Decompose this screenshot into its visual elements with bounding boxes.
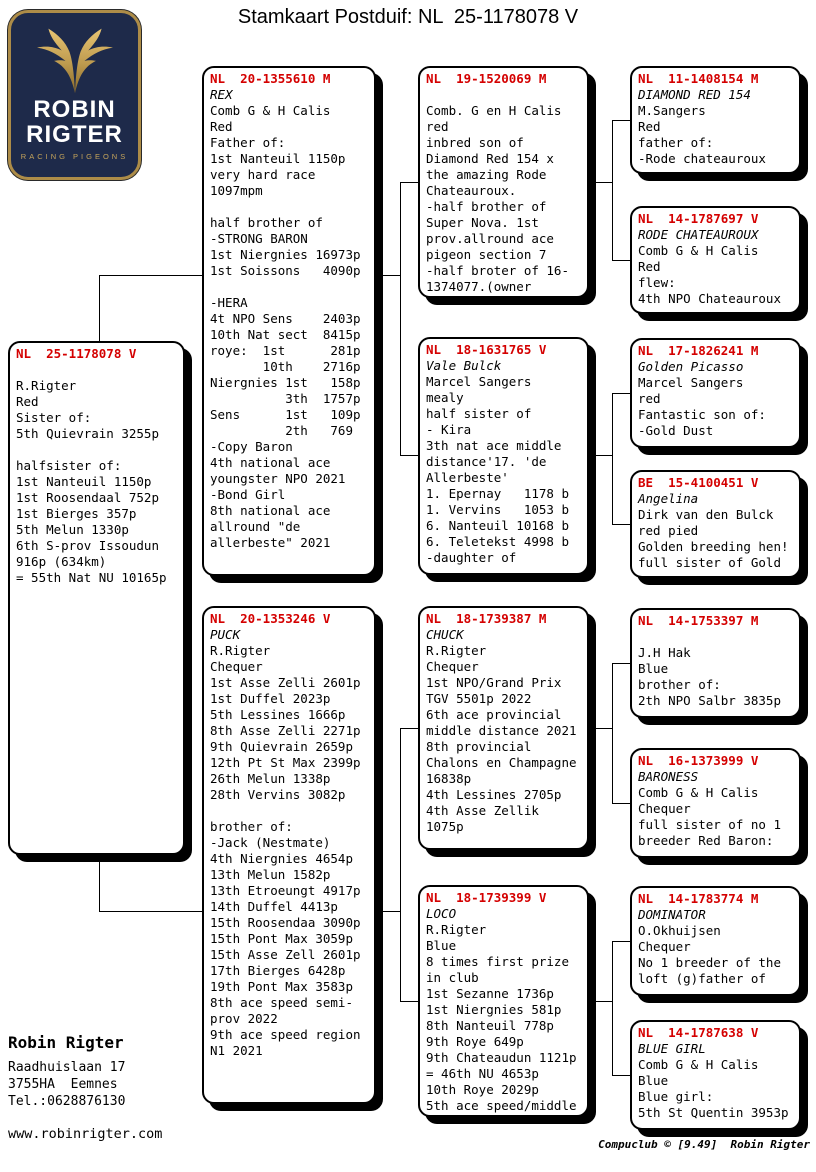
pedigree-text-line: 1st Nanteuil 1150p — [210, 151, 346, 166]
pedigree-text-line: -daughter of — [426, 550, 517, 565]
pedigree-text-line: Sens 1st 109p — [210, 407, 361, 422]
pedigree-text-line: 4th NPO Chateauroux — [638, 291, 781, 306]
ring-number: NL 18-1739399 V — [426, 890, 547, 905]
pedigree-text-line: 8 times first prize — [426, 954, 569, 969]
pedigree-text-line: 1st Nanteuil 1150p — [16, 474, 152, 489]
pedigree-text-line: - Kira — [426, 422, 472, 437]
pedigree-text-line: 1097mpm — [210, 183, 263, 198]
pedigree-text-line: Marcel Sangers — [638, 375, 744, 390]
pedigree-text-line: 1374077.(owner — [426, 279, 532, 294]
pedigree-text-line: youngster NPO 2021 — [210, 471, 346, 486]
pedigree-text-line: -half broter of 16- — [426, 263, 569, 278]
pedigree-text-line: Comb. G en H Calis — [426, 103, 562, 118]
pedigree-text-line: full sister of Gold — [638, 555, 781, 570]
pedigree-text-line: 19th Pont Max 3583p — [210, 979, 353, 994]
pedigree-text-line: 1st Niergnies 16973p — [210, 247, 361, 262]
pedigree-text-line: Comb G & H Calis — [210, 103, 331, 118]
pedigree-box-grandparent-3 — [418, 606, 589, 850]
pedigree-text-line: Chequer — [426, 659, 479, 674]
pigeon-name — [16, 362, 177, 378]
pedigree-text-line — [210, 279, 368, 295]
connector-line — [612, 941, 630, 942]
pedigree-text-line: 4t NPO Sens 2403p — [210, 311, 361, 326]
pedigree-text-line: TGV 5501p 2022 — [426, 691, 532, 706]
pedigree-box-father — [202, 66, 376, 576]
pedigree-text-line: Blue — [638, 1073, 669, 1088]
pedigree-text-line: 5th ace speed/middle — [426, 1098, 577, 1113]
pedigree-text-line: 15th Asse Zell 2601p — [210, 947, 361, 962]
pigeon-details — [638, 923, 793, 987]
pigeon-name: CHUCK — [426, 627, 464, 642]
pedigree-text-line: R.Rigter — [16, 378, 77, 393]
pedigree-text-line: 5th Lessines 1666p — [210, 707, 346, 722]
pedigree-box-grandparent-2 — [418, 337, 589, 575]
connector-line — [99, 855, 100, 912]
pedigree-text-line: red — [638, 391, 661, 406]
pedigree-text-line — [210, 199, 368, 215]
pedigree-text-line: 1st Asse Zelli 2601p — [210, 675, 361, 690]
connector-line — [99, 275, 202, 276]
pedigree-text-line: brother of: — [638, 677, 721, 692]
pedigree-text-line: 16838p — [426, 771, 472, 786]
owner-phone: Tel.:0628876130 — [8, 1094, 126, 1109]
owner-address-line: 3755HA Eemnes — [8, 1077, 118, 1092]
pedigree-text-line: the amazing Rode — [426, 167, 547, 182]
pigeon-details — [638, 375, 793, 439]
pedigree-box-great-grandparent-5 — [630, 608, 801, 718]
pedigree-text-line: 4th Asse Zellik — [426, 803, 539, 818]
pedigree-box-great-grandparent-2 — [630, 206, 801, 314]
pedigree-text-line: = 55th Nat NU 10165p — [16, 570, 167, 585]
pedigree-box-great-grandparent-4 — [630, 470, 801, 578]
connector-line — [400, 728, 418, 729]
pedigree-text-line: prov 2022 — [210, 1011, 278, 1026]
pedigree-text-line: Comb G & H Calis — [638, 785, 759, 800]
pedigree-text-line: 12th Pt St Max 2399p — [210, 755, 361, 770]
pedigree-text-line: R.Rigter — [426, 643, 487, 658]
pedigree-text-line: Chequer — [210, 659, 263, 674]
pedigree-text-line: -Rode chateauroux — [638, 151, 766, 166]
pedigree-text-line: 1st Bierges 357p — [16, 506, 137, 521]
pedigree-text-line: 2th 769 — [210, 423, 353, 438]
pedigree-box-grandparent-1 — [418, 66, 589, 298]
pedigree-text-line: 15th Roosendaa 3090p — [210, 915, 361, 930]
pedigree-text-line: mealy — [426, 390, 464, 405]
pedigree-text-line: 8th ace speed semi- — [210, 995, 353, 1010]
ring-number: NL 17-1826241 M — [638, 343, 759, 358]
pigeon-name: DIAMOND RED 154 — [638, 87, 751, 102]
pigeon-name: LOCO — [426, 906, 457, 921]
connector-line — [612, 393, 613, 525]
connector-line — [400, 455, 418, 456]
connector-line — [612, 120, 613, 261]
pedigree-text-line: J.H Hak — [638, 645, 691, 660]
pigeon-details — [638, 1057, 793, 1121]
pedigree-text-line: Chateauroux. — [426, 183, 517, 198]
ring-number: NL 16-1373999 V — [638, 753, 759, 768]
connector-line — [99, 275, 100, 342]
connector-line — [612, 120, 630, 121]
pedigree-text-line: Red — [16, 394, 39, 409]
pedigree-text-line: 2th NPO Salbr 3835p — [638, 693, 781, 708]
pedigree-text-line: Marcel Sangers — [426, 374, 532, 389]
pigeon-name: Vale Bulck — [426, 358, 502, 373]
software-credit: Compuclub © [9.49] Robin Rigter — [598, 1138, 810, 1151]
pedigree-text-line: -half brother of — [426, 199, 547, 214]
ring-number: NL 11-1408154 M — [638, 71, 759, 86]
ring-number: NL 18-1631765 V — [426, 342, 547, 357]
connector-line — [612, 663, 613, 804]
pedigree-text-line: R.Rigter — [210, 643, 271, 658]
pedigree-text-line: Dirk van den Bulck — [638, 507, 774, 522]
pedigree-box-great-grandparent-1 — [630, 66, 801, 174]
pedigree-text-line: Sister of: — [16, 410, 92, 425]
pedigree-text-line: 6. Nanteuil 10168 b — [426, 518, 569, 533]
connector-line — [612, 803, 630, 804]
pigeon-name: BLUE GIRL — [638, 1041, 706, 1056]
pedigree-text-line: distance'17. 'de — [426, 454, 547, 469]
pedigree-text-line: 9th ace speed region — [210, 1027, 361, 1042]
pedigree-text-line: Golden breeding hen! — [638, 539, 789, 554]
pedigree-text-line: 1st Duffel 2023p — [210, 691, 331, 706]
pedigree-text-line: N1 2021 — [210, 1043, 263, 1058]
ring-number: NL 14-1787697 V — [638, 211, 759, 226]
pedigree-text-line: 5th St Quentin 3953p — [638, 1105, 789, 1120]
ring-number: NL 19-1520069 M — [426, 71, 547, 86]
connector-line — [376, 911, 400, 912]
pedigree-text-line: 10th Roye 2029p — [426, 1082, 539, 1097]
pedigree-text-line: Comb G & H Calis — [638, 243, 759, 258]
pedigree-text-line: 8th provincial — [426, 739, 532, 754]
pedigree-box-great-grandparent-8 — [630, 1020, 801, 1130]
pigeon-details — [638, 645, 793, 709]
pedigree-text-line: 17th Bierges 6428p — [210, 963, 346, 978]
pedigree-text-line: red — [426, 119, 449, 134]
ring-number: NL 14-1753397 M — [638, 613, 759, 628]
connector-line — [612, 393, 630, 394]
connector-line — [612, 524, 630, 525]
pedigree-text-line: 6. Teletekst 4998 b — [426, 534, 569, 549]
pedigree-text-line: 14th Duffel 4413p — [210, 899, 338, 914]
pigeon-details — [16, 378, 177, 586]
pedigree-text-line: 4th national ace — [210, 455, 331, 470]
pedigree-text-line: halfsister of: — [16, 458, 122, 473]
connector-line — [99, 911, 202, 912]
pedigree-text-line: 4th Lessines 2705p — [426, 787, 562, 802]
connector-line — [589, 182, 612, 183]
pedigree-text-line: Blue — [426, 938, 457, 953]
pedigree-text-line: Blue girl: — [638, 1089, 714, 1104]
pedigree-text-line: Niergnies 1st 158p — [210, 375, 361, 390]
connector-line — [589, 1001, 612, 1002]
pedigree-text-line: in club — [426, 970, 479, 985]
logo-name-line1: ROBIN — [33, 96, 116, 123]
pigeon-name: REX — [210, 87, 233, 102]
pedigree-text-line: 9th Quievrain 2659p — [210, 739, 353, 754]
pedigree-text-line: Blue — [638, 661, 669, 676]
pigeon-name: DOMINATOR — [638, 907, 706, 922]
pedigree-text-line: allround "de — [210, 519, 301, 534]
pedigree-text-line: R.Rigter — [426, 922, 487, 937]
pedigree-text-line: -Jack (Nestmate) — [210, 835, 331, 850]
logo-name-line2: RIGTER — [26, 121, 123, 148]
pigeon-details — [638, 507, 793, 571]
ring-number: BE 15-4100451 V — [638, 475, 759, 490]
ring-number: NL 20-1355610 M — [210, 71, 331, 86]
pedigree-text-line: 8th Asse Zelli 2271p — [210, 723, 361, 738]
connector-line — [612, 260, 630, 261]
pedigree-text-line: flew: — [638, 275, 676, 290]
connector-line — [400, 182, 401, 456]
pedigree-text-line: inbred son of — [426, 135, 524, 150]
pedigree-text-line — [210, 803, 368, 819]
pedigree-box-great-grandparent-6 — [630, 748, 801, 858]
pedigree-text-line: -Gold Dust — [638, 423, 714, 438]
pedigree-text-line: 13th Melun 1582p — [210, 867, 331, 882]
pedigree-text-line: red pied — [638, 523, 699, 538]
pigeon-details — [426, 374, 581, 566]
pedigree-box-mother — [202, 606, 376, 1104]
pedigree-text-line: breeder Red Baron: — [638, 833, 774, 848]
pedigree-box-subject — [8, 341, 185, 855]
pedigree-text-line: 10th Nat sect 8415p — [210, 327, 361, 342]
pedigree-text-line: roye: 1st 281p — [210, 343, 361, 358]
pedigree-text-line: 6th ace provincial — [426, 707, 562, 722]
pedigree-text-line: Red — [638, 119, 661, 134]
page-title: Stamkaart Postduif: NL 25-1178078 V — [237, 6, 579, 28]
pedigree-text-line: 28th Vervins 3082p — [210, 787, 346, 802]
pedigree-text-line: brother of: — [210, 819, 293, 834]
connector-line — [400, 728, 401, 1002]
owner-address-line: Raadhuislaan 17 — [8, 1060, 126, 1075]
pedigree-text-line: 8th national ace — [210, 503, 331, 518]
pedigree-text-line: -STRONG BARON — [210, 231, 308, 246]
ring-number: NL 20-1353246 V — [210, 611, 331, 626]
pedigree-box-great-grandparent-3 — [630, 338, 801, 448]
pedigree-text-line: 9th Chateaudun 1121p — [426, 1050, 577, 1065]
owner-website: www.robinrigter.com — [8, 1126, 163, 1142]
pedigree-text-line: father of: — [638, 135, 714, 150]
pigeon-name: RODE CHATEAUROUX — [638, 227, 759, 242]
pedigree-text-line: Chalons en Champagne — [426, 755, 577, 770]
pedigree-text-line: 13th Etroeungt 4917p — [210, 883, 361, 898]
pigeon-name — [638, 629, 793, 645]
pedigree-text-line: -HERA — [210, 295, 248, 310]
pedigree-text-line: 6th S-prov Issoudun — [16, 538, 159, 553]
connector-line — [400, 1001, 418, 1002]
pigeon-details — [210, 103, 368, 551]
pedigree-text-line: 1. Vervins 1053 b — [426, 502, 569, 517]
connector-line — [376, 275, 400, 276]
pigeon-name — [426, 87, 581, 103]
ring-number: NL 18-1739387 M — [426, 611, 547, 626]
pedigree-text-line: Fantastic son of: — [638, 407, 766, 422]
connector-line — [612, 1075, 630, 1076]
pedigree-text-line: Diamond Red 154 x — [426, 151, 554, 166]
pigeon-details — [638, 785, 793, 849]
pedigree-text-line: 8th Nanteuil 778p — [426, 1018, 554, 1033]
pedigree-text-line: 10th 2716p — [210, 359, 361, 374]
logo-subtitle: RACING PIGEONS — [20, 152, 129, 161]
pedigree-text-line: 1st Niergnies 581p — [426, 1002, 562, 1017]
pedigree-text-line: Red — [210, 119, 233, 134]
pigeon-details — [210, 643, 368, 1059]
pedigree-text-line: half brother of — [210, 215, 323, 230]
pigeon-details — [638, 243, 793, 307]
pedigree-text-line: pigeon section 7 — [426, 247, 547, 262]
pedigree-text-line: 3th nat ace middle — [426, 438, 562, 453]
pedigree-text-line: Father of: — [210, 135, 286, 150]
connector-line — [612, 941, 613, 1076]
pedigree-text-line: Super Nova. 1st — [426, 215, 539, 230]
pedigree-text-line: = 46th NU 4653p — [426, 1066, 539, 1081]
pigeon-details — [426, 103, 581, 295]
pedigree-text-line: Chequer — [638, 801, 691, 816]
pedigree-text-line: Allerbeste' — [426, 470, 509, 485]
pedigree-text-line: 1st Soissons 4090p — [210, 263, 361, 278]
ring-number: NL 14-1783774 M — [638, 891, 759, 906]
ring-number: NL 14-1787638 V — [638, 1025, 759, 1040]
pedigree-text-line: full sister of no 1 — [638, 817, 781, 832]
pedigree-text-line: Chequer — [638, 939, 691, 954]
pigeon-name: Angelina — [638, 491, 699, 506]
pedigree-box-great-grandparent-7 — [630, 886, 801, 996]
pedigree-text-line: prov.allround ace — [426, 231, 554, 246]
pedigree-text-line: No 1 breeder of the — [638, 955, 781, 970]
pedigree-text-line: Red — [638, 259, 661, 274]
pedigree-text-line: Comb G & H Calis — [638, 1057, 759, 1072]
wings-icon — [23, 21, 127, 97]
pedigree-text-line: allerbeste" 2021 — [210, 535, 331, 550]
connector-line — [589, 728, 612, 729]
pedigree-text-line: -Bond Girl — [210, 487, 286, 502]
pedigree-text-line: very hard race — [210, 167, 316, 182]
pedigree-text-line: M.Sangers — [638, 103, 706, 118]
pedigree-text-line: 4th Niergnies 4654p — [210, 851, 353, 866]
pedigree-text-line: 1st Roosendaal 752p — [16, 490, 159, 505]
pedigree-text-line — [16, 442, 177, 458]
pedigree-text-line: 1st NPO/Grand Prix — [426, 675, 562, 690]
pedigree-text-line: O.Okhuijsen — [638, 923, 721, 938]
pedigree-text-line: 5th Melun 1330p — [16, 522, 129, 537]
pedigree-text-line: half sister of — [426, 406, 532, 421]
pigeon-name: BARONESS — [638, 769, 699, 784]
pigeon-details — [426, 643, 581, 835]
pedigree-text-line: 5th Quievrain 3255p — [16, 426, 159, 441]
pedigree-text-line: -Copy Baron — [210, 439, 293, 454]
pedigree-text-line: loft (g)father of — [638, 971, 766, 986]
connector-line — [612, 663, 630, 664]
loft-logo — [8, 10, 141, 180]
pedigree-text-line: 916p (634km) — [16, 554, 107, 569]
pedigree-text-line: 3th 1757p — [210, 391, 361, 406]
pedigree-text-line: middle distance 2021 — [426, 723, 577, 738]
pigeon-details — [426, 922, 581, 1114]
pedigree-text-line: 26th Melun 1338p — [210, 771, 331, 786]
pedigree-text-line: 1075p — [426, 819, 464, 834]
pigeon-name: Golden Picasso — [638, 359, 744, 374]
pigeon-name: PUCK — [210, 627, 241, 642]
connector-line — [400, 182, 418, 183]
pedigree-box-grandparent-4 — [418, 885, 589, 1117]
pedigree-text-line: 15th Pont Max 3059p — [210, 931, 353, 946]
pigeon-details — [638, 103, 793, 167]
pedigree-text-line: 9th Roye 649p — [426, 1034, 524, 1049]
ring-number: NL 25-1178078 V — [16, 346, 137, 361]
pedigree-text-line: 1. Epernay 1178 b — [426, 486, 569, 501]
connector-line — [589, 455, 612, 456]
owner-name: Robin Rigter — [8, 1033, 124, 1052]
pedigree-text-line: 1st Sezanne 1736p — [426, 986, 554, 1001]
